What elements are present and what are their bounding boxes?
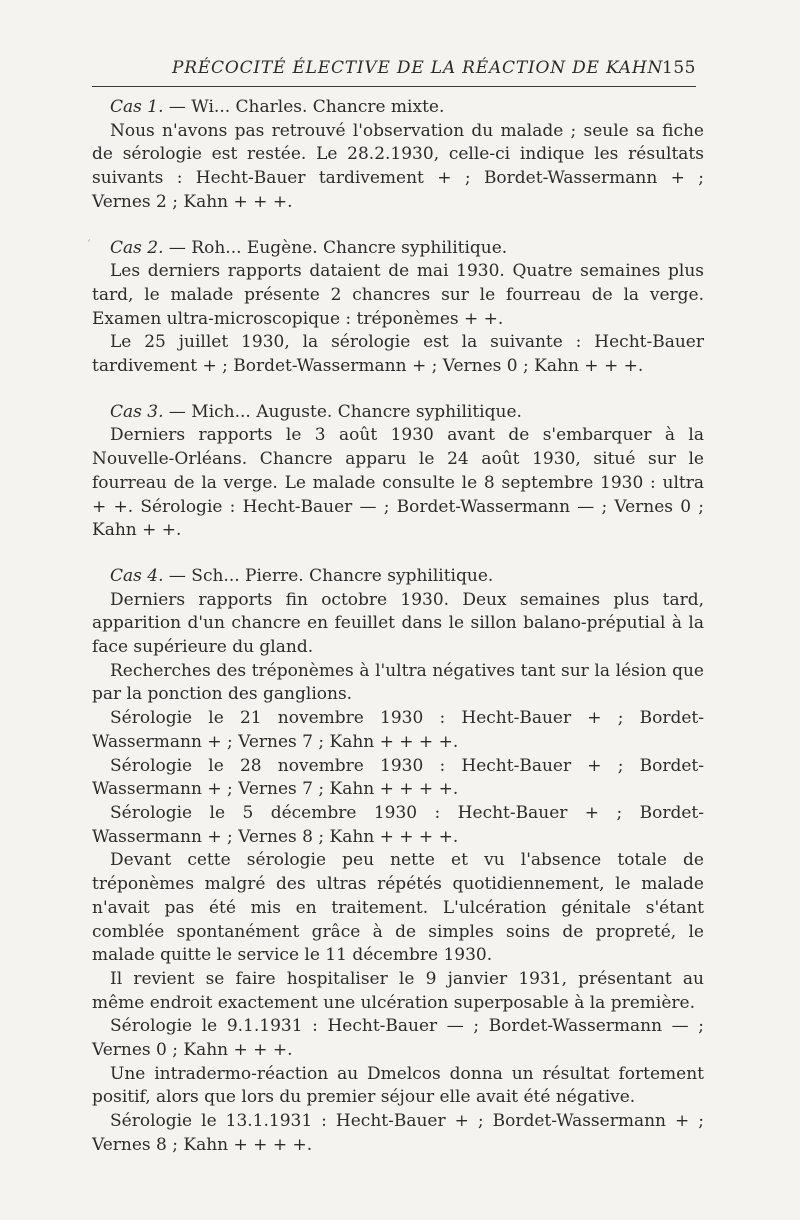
paragraph: Sérologie le 9.1.1931 : Hecht-Bauer — ; Bordet-Wassermann — ; Vernes 0 ; Kahn + + +. [92,1016,704,1061]
header-rule [92,86,696,87]
case-title: — Mich... Auguste. Chancre syphilitique. [163,401,522,422]
paragraph: Sérologie le 5 décembre 1930 : Hecht-Bauer + ; Bordet-Wassermann + ; Vernes 8 ; Kahn + + + +. [92,802,704,847]
case-heading [92,401,704,425]
paragraph: Il revient se faire hospitaliser le 9 janvier 1931, présentant au même endroit exactement une ulcération superposable à la première. [92,968,704,1013]
case-4 [92,565,704,1158]
paragraph: Sérologie le 13.1.1931 : Hecht-Bauer + ; Bordet-Wassermann + ; Vernes 8 ; Kahn + + + +. [92,1111,704,1155]
case-label: Cas 3. [110,401,164,422]
paragraph: Nous n'avons pas retrouvé l'observation du malade ; seule sa fiche de sérologie est restée. Le 28.2.1930, celle-ci indique les résultats suivants : Hecht-Bauer tardivement + ; Bordet-Wassermann + ; Vernes 2 ; Kahn + + +. [92,120,704,212]
paragraph: Derniers rapports le 3 août 1930 avant de s'embarquer à la Nouvelle-Orléans. Chancre apparu le 24 août 1930, situé sur le fourreau de la verge. Le malade consulte le 8 septembre 1930 : ultra + +. Sérologie : Hecht-Bauer — ; Bordet-Wassermann — ; Vernes 0 ; Kahn + +. [92,425,704,541]
case-label: Cas 4. [110,565,164,586]
page-number: 155 [662,58,696,78]
paragraph: Le 25 juillet 1930, la sérologie est la suivante : Hecht-Bauer tardivement + ; Bordet-Wassermann + ; Vernes 0 ; Kahn + + +. [92,332,704,377]
paragraph: Recherches des tréponèmes à l'ultra négatives tant sur la lésion que par la ponction des ganglions. [92,660,704,705]
paper-speck: ´ [86,240,91,251]
case-heading [92,96,704,120]
case-title: — Sch... Pierre. Chancre syphilitique. [163,565,494,586]
case-title: — Wi... Charles. Chancre mixte. [163,97,445,117]
case-1 [92,96,704,215]
case-heading [92,237,704,261]
case-label: Cas 2. [110,237,164,258]
paragraph: Sérologie le 28 novembre 1930 : Hecht-Bauer + ; Bordet-Wassermann + ; Vernes 7 ; Kahn + + + +. [92,755,704,800]
paragraph: Derniers rapports fin octobre 1930. Deux semaines plus tard, apparition d'un chancre en feuillet dans le sillon balano-préputial à la face supérieure du gland. [92,589,704,658]
case-label: Cas 1. [110,97,164,117]
running-head [92,58,696,82]
paragraph: Une intradermo-réaction au Dmelcos donna un résultat fortement positif, alors que lors du premier séjour elle avait été négative. [92,1063,704,1108]
paragraph: Les derniers rapports dataient de mai 1930. Quatre semaines plus tard, le malade présente 2 chancres sur le fourreau de la verge. Examen ultra-microscopique : tréponèmes + +. [92,261,704,329]
case-heading [92,565,704,589]
paragraph: Devant cette sérologie peu nette et vu l'absence totale de tréponèmes malgré des ultras répétés quotidiennement, le malade n'avait pas été mis en traitement. L'ulcération génitale s'étant comblée spontanément grâce à de simples soins de propreté, le malade quitte le service le 11 décembre 1930. [92,850,704,966]
case-3 [92,401,704,543]
case-2 [92,237,704,379]
case-title: — Roh... Eugène. Chancre syphilitique. [163,237,508,258]
body-text [92,96,704,1180]
running-title: PRÉCOCITÉ ÉLECTIVE DE LA RÉACTION DE KAHN [172,58,664,78]
paragraph: Sérologie le 21 novembre 1930 : Hecht-Bauer + ; Bordet-Wassermann + ; Vernes 7 ; Kahn + + + +. [92,708,704,752]
